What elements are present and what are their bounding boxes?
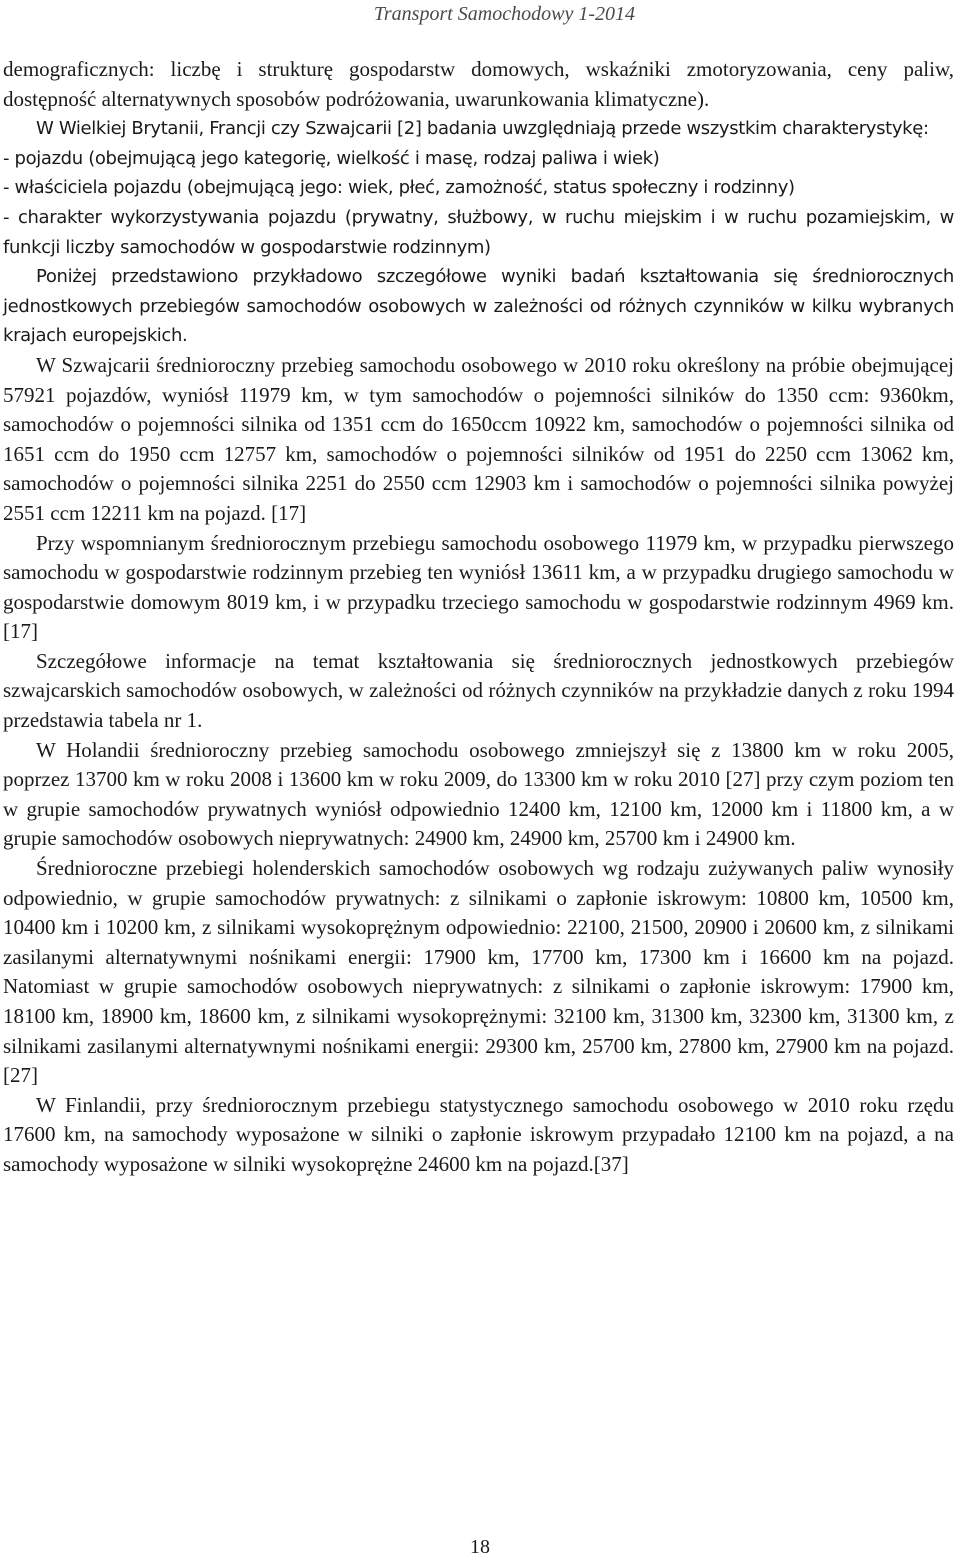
article-body — [3, 55, 954, 1180]
paragraph-finland: W Finlandii, przy średniorocznym przebiegu statystycznego samochodu osobowego w 2010 roku rzędu 17600 km, na samochody wyposażone w silniki o zapłonie iskrowym przypadało 12100 km na pojazd, a na samochody wyposażone w silniki wysokoprężne 24600 km na pojazd.[37] — [3, 1092, 954, 1176]
list-item-usage: - charakter wykorzystywania pojazdu (prywatny, służbowy, w ruchu miejskim i w ruchu pozamiejskim, w funkcji liczby samochodów w gospodarstwie rodzinnym) — [3, 206, 954, 258]
list-item-vehicle: - pojazdu (obejmującą jego kategorię, wielkość i masę, rodzaj paliwa i wiek) — [3, 147, 660, 169]
page-number: 18 — [470, 1536, 490, 1558]
list-item-owner: - właściciela pojazdu (obejmującą jego: wiek, płeć, zamożność, status społeczny i rodzinny) — [3, 177, 795, 199]
paragraph-switzerland: W Szwajcarii średnioroczny przebieg samochodu osobowego w 2010 roku określony na próbie obejmującej 57921 pojazdów, wyniósł 11979 km, w tym samochodów o pojemności silników do 1350 ccm: 9360km, samochodów o pojemności silnika od 1351 ccm do 1650ccm 10922 km, samochodów o pojemności silnika od 1651 ccm do 1950 ccm 12757 km, samochodów o pojemności silników od 1951 do 2250 ccm 13062 km, samochodów o pojemności silnika 2251 do 2550 ccm 12903 km i samochodów o pojemności silnika powyżej 2551 ccm 12211 km na pojazd. [17] — [3, 352, 954, 525]
paragraph-countries-intro: W Wielkiej Brytanii, Francji czy Szwajcarii [2] badania uwzględniają przede wszystkim charakterystykę: — [36, 118, 929, 140]
paragraph-table-reference: Szczegółowe informacje na temat kształtowania się średniorocznych jednostkowych przebiegów szwajcarskich samochodów osobowych, w zależności od różnych czynników na przykładzie danych z roku 1994 przedstawia tabela nr 1. — [3, 648, 954, 733]
paragraph-results-intro: Poniżej przedstawiono przykładowo szczegółowe wyniki badań kształtowania się średniorocznych jednostkowych przebiegów samochodów osobowych w zależności od różnych czynników w kilku wybranych krajach europejskich. — [3, 266, 954, 347]
paragraph-netherlands-fuel: Średnioroczne przebiegi holenderskich samochodów osobowych wg rodzaju zużywanych paliw wynosiły odpowiednio, w grupie samochodów prywatnych: z silnikami o zapłonie iskrowym: 10800 km, 10500 km, 10400 km i 10200 km, z silnikami wysokoprężnym odpowiednio: 22100, 21500, 20900 i 20600 km, z silnikami zasilanymi alternatywnymi nośnikami energii: 17900 km, 17700 km, 17300 km i 16600 km na pojazd. Natomiast w grupie samochodów osobowych nieprywatnych: z silnikami o zapłonie iskrowym: 17900 km, 18100 km, 18900 km, 18600 km, z silnikami wysokoprężnymi: 32100 km, 31300 km, 32300 km, 31300 km, z silnikami zasilanymi alternatywnymi nośnikami energii: 29300 km, 25700 km, 27800 km, 27900 km na pojazd. [27] — [3, 856, 954, 1088]
paragraph-netherlands: W Holandii średnioroczny przebieg samochodu osobowego zmniejszył się z 13800 km w roku 2005, poprzez 13700 km w roku 2008 i 13600 km w roku 2009, do 13300 km w roku 2010 [27] przy czym poziom ten w grupie samochodów prywatnych wyniósł odpowiednio 12400 km, 12100 km, 12000 km i 11800 km, a w grupie samochodów osobowych nieprywatnych: 24900 km, 24900 km, 25700 km i 24900 km. — [3, 737, 954, 851]
paragraph-continuation: demograficznych: liczbę i strukturę gospodarstw domowych, wskaźniki zmotoryzowania, ceny paliw, dostępność alternatywnych sposobów podróżowania, uwarunkowania klimatyczne). — [3, 57, 954, 111]
journal-header: Transport Samochodowy 1-2014 — [373, 3, 635, 25]
paragraph-household-cars: Przy wspomnianym średniorocznym przebiegu samochodu osobowego 11979 km, w przypadku pierwszego samochodu w gospodarstwie rodzinnym przebieg ten wyniósł 13611 km, a w przypadku drugiego samochodu w gospodarstwie domowym 8019 km, i w przypadku trzeciego samochodu w gospodarstwie rodzinnym 4969 km. [17] — [3, 530, 954, 644]
